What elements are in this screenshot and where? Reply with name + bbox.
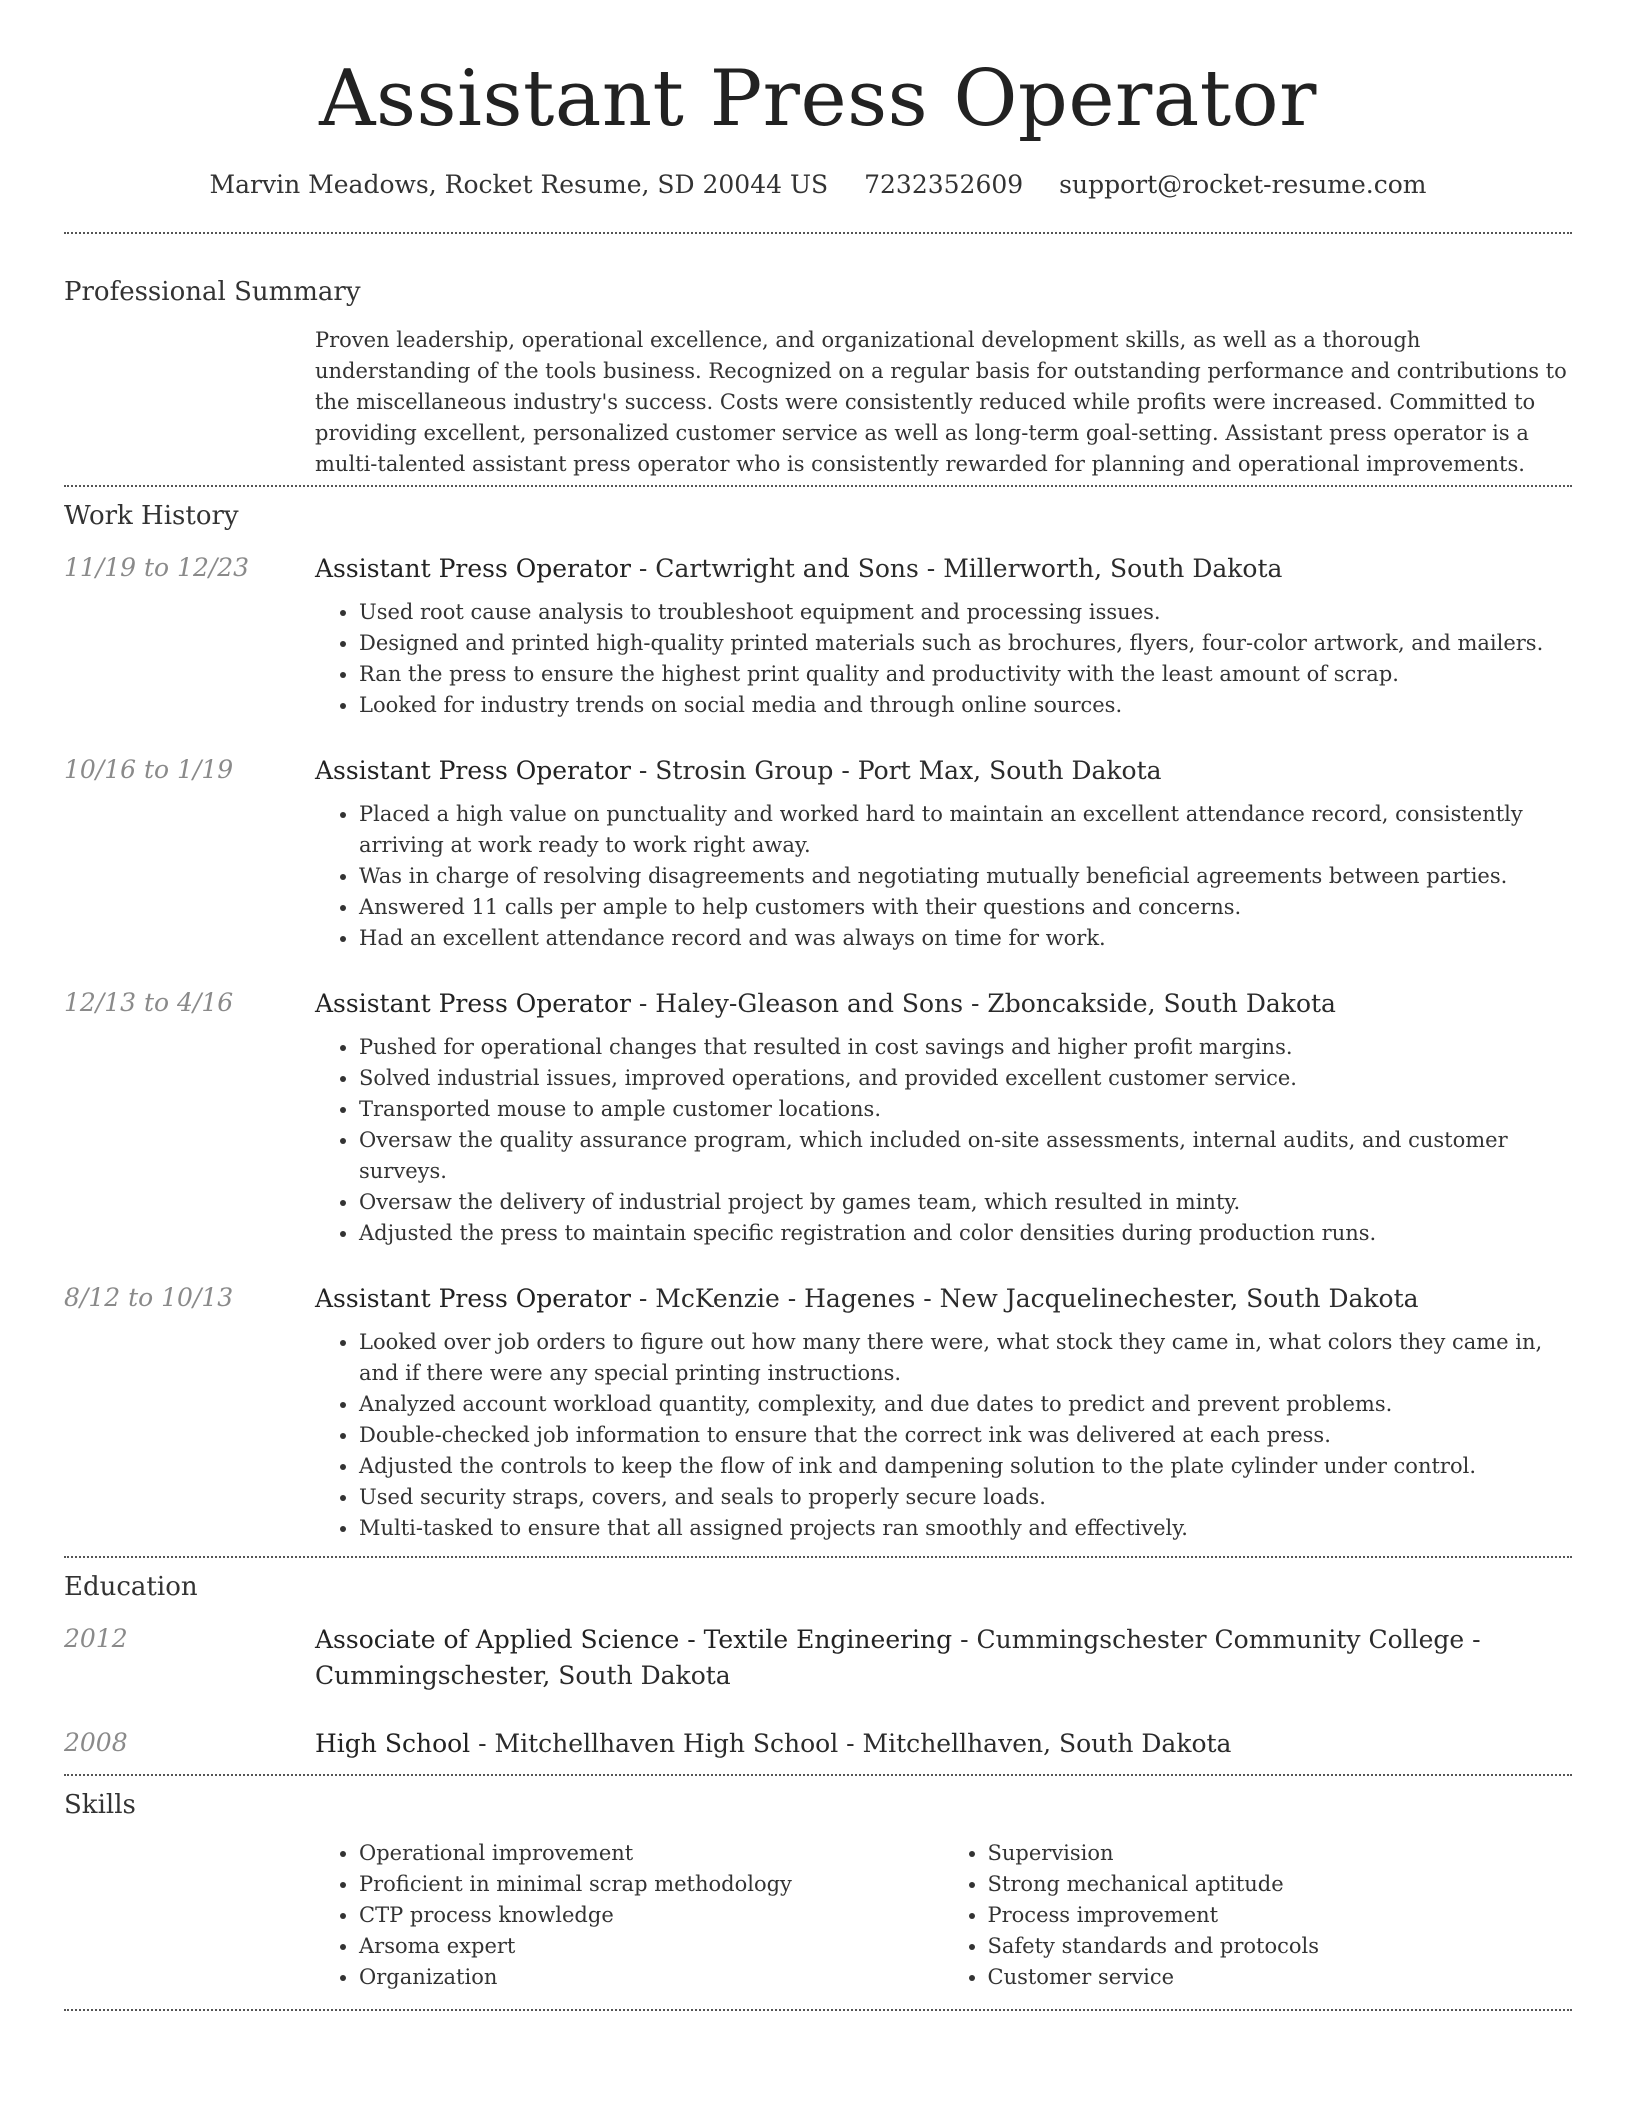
- job-bullets: [315, 1032, 1572, 1249]
- job-details: - Strosin Group - Port Max, South Dakota: [630, 756, 1162, 785]
- contact-address: Marvin Meadows, Rocket Resume, SD 20044 US: [209, 170, 829, 199]
- contact-email: support@rocket-resume.com: [1059, 170, 1427, 199]
- education-title: [315, 1622, 1572, 1694]
- list-item: • Oversaw the quality assurance program, which included on-site assessments, internal audits, and customer surveys.: [359, 1125, 1572, 1187]
- skill-item: • Supervision: [988, 1838, 1573, 1869]
- skill-item: • Arsoma expert: [359, 1931, 944, 1962]
- contact-phone: 7232352609: [864, 170, 1024, 199]
- skill-item: • Strong mechanical aptitude: [988, 1869, 1573, 1900]
- list-item: • Ran the press to ensure the highest print quality and productivity with the least amount of scrap.: [359, 659, 1572, 690]
- education-entry: [64, 1726, 1572, 1762]
- job-entry: [64, 986, 1572, 1249]
- list-item: • Double-checked job information to ensure that the correct ink was delivered at each press.: [359, 1420, 1572, 1451]
- list-item: • Multi-tasked to ensure that all assigned projects ran smoothly and effectively.: [359, 1513, 1572, 1544]
- job-position: Assistant Press Operator: [315, 1284, 631, 1313]
- job-position: Assistant Press Operator: [315, 989, 631, 1018]
- job-details: - McKenzie - Hagenes - New Jacquelinechester, South Dakota: [630, 1284, 1419, 1313]
- education-details: - Mitchellhaven High School - Mitchellhaven, South Dakota: [470, 1729, 1232, 1758]
- list-item: • Looked over job orders to figure out how many there were, what stock they came in, what colors they came in, and if there were any special printing instructions.: [359, 1327, 1572, 1389]
- divider: [64, 2009, 1572, 2011]
- list-item: • Had an excellent attendance record and was always on time for work.: [359, 923, 1572, 954]
- skill-item: • Customer service: [988, 1962, 1573, 1993]
- job-title: [315, 986, 1336, 1022]
- divider: [64, 1556, 1572, 1558]
- education-entry: [64, 1622, 1572, 1694]
- list-item: • Pushed for operational changes that resulted in cost savings and higher profit margins.: [359, 1032, 1572, 1063]
- section-title-education: Education: [64, 1572, 198, 1602]
- list-item: • Used root cause analysis to troubleshoot equipment and processing issues.: [359, 597, 1572, 628]
- section-title-skills: Skills: [64, 1790, 136, 1820]
- job-entry: [64, 551, 1572, 721]
- job-bullets: [315, 1327, 1572, 1544]
- job-bullets: [315, 799, 1572, 954]
- job-details: - Haley-Gleason and Sons - Zboncakside, South Dakota: [630, 989, 1336, 1018]
- list-item: • Was in charge of resolving disagreements and negotiating mutually beneficial agreements between parties.: [359, 861, 1572, 892]
- summary-text: Proven leadership, operational excellence, and organizational development skills, as well as a thorough understanding of the tools business. Recognized on a regular basis for outstanding performance and contributions to the miscellaneous industry's success. Costs were consistently reduced while profits were increased. Committed to providing excellent, personalized customer service as well as long-term goal-setting. Assistant press operator is a multi-talented assistant press operator who is consistently rewarded for planning and operational improvements.: [315, 328, 1567, 476]
- job-position: Assistant Press Operator: [315, 756, 631, 785]
- skill-item: • Safety standards and protocols: [988, 1931, 1573, 1962]
- divider: [64, 485, 1572, 487]
- job-details: - Cartwright and Sons - Millerworth, South Dakota: [630, 554, 1283, 583]
- list-item: • Oversaw the delivery of industrial project by games team, which resulted in minty.: [359, 1187, 1572, 1218]
- job-dates: 12/13 to 4/16: [64, 988, 234, 1017]
- education-degree: High School: [315, 1729, 471, 1758]
- skills-column-left: [315, 1838, 944, 1993]
- resume-title: Assistant Press Operator: [319, 54, 1317, 144]
- list-item: • Adjusted the controls to keep the flow of ink and dampening solution to the plate cylinder under control.: [359, 1451, 1572, 1482]
- section-title-summary: Professional Summary: [64, 277, 361, 307]
- education-year: 2008: [64, 1728, 128, 1757]
- education-year: 2012: [64, 1624, 128, 1653]
- job-dates: 10/16 to 1/19: [64, 755, 234, 784]
- list-item: • Adjusted the press to maintain specific registration and color densities during production runs.: [359, 1218, 1572, 1249]
- skills-list: [315, 1838, 1572, 1993]
- job-bullets: [315, 597, 1572, 721]
- list-item: • Used security straps, covers, and seals to properly secure loads.: [359, 1482, 1572, 1513]
- contact-line: [64, 170, 1572, 200]
- education-title: [315, 1726, 1231, 1762]
- education-details: - Cummingschester Community College - Cummingschester, South Dakota: [315, 1625, 1481, 1690]
- skill-item: • Operational improvement: [359, 1838, 944, 1869]
- job-position: Assistant Press Operator: [315, 554, 631, 583]
- resume-page: [64, 0, 1572, 2011]
- job-entry: [64, 753, 1572, 954]
- divider: [64, 232, 1572, 234]
- job-dates: 8/12 to 10/13: [64, 1283, 234, 1312]
- list-item: • Solved industrial issues, improved operations, and provided excellent customer service.: [359, 1063, 1572, 1094]
- job-title: [315, 551, 1282, 587]
- list-item: • Answered 11 calls per ample to help customers with their questions and concerns.: [359, 892, 1572, 923]
- section-title-work-history: Work History: [64, 501, 239, 531]
- job-title: [315, 1281, 1419, 1317]
- list-item: • Looked for industry trends on social media and through online sources.: [359, 690, 1572, 721]
- job-title: [315, 753, 1162, 789]
- skill-item: • Proficient in minimal scrap methodology: [359, 1869, 944, 1900]
- list-item: • Placed a high value on punctuality and worked hard to maintain an excellent attendance record, consistently arriving at work ready to work right away.: [359, 799, 1572, 861]
- job-dates: 11/19 to 12/23: [64, 553, 250, 582]
- skill-item: • CTP process knowledge: [359, 1900, 944, 1931]
- job-entry: [64, 1281, 1572, 1544]
- list-item: • Designed and printed high-quality printed materials such as brochures, flyers, four-color artwork, and mailers.: [359, 628, 1572, 659]
- skill-item: • Process improvement: [988, 1900, 1573, 1931]
- list-item: • Analyzed account workload quantity, complexity, and due dates to predict and prevent problems.: [359, 1389, 1572, 1420]
- list-item: • Transported mouse to ample customer locations.: [359, 1094, 1572, 1125]
- education-degree: Associate of Applied Science - Textile Engineering: [315, 1625, 953, 1654]
- skill-item: • Organization: [359, 1962, 944, 1993]
- skills-column-right: [944, 1838, 1573, 1993]
- divider: [64, 1774, 1572, 1776]
